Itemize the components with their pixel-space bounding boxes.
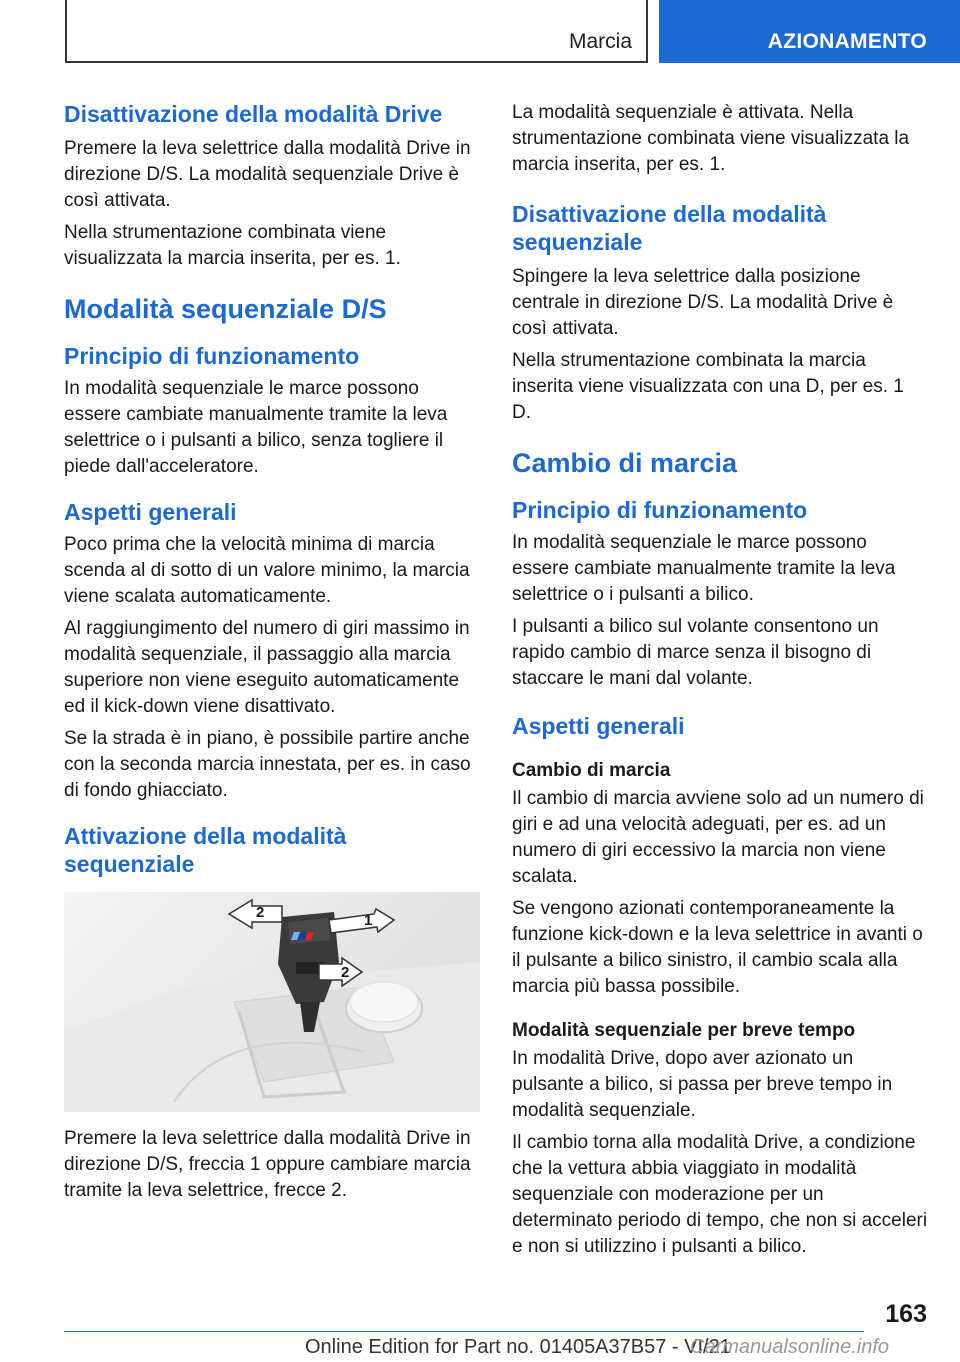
chapter-tab <box>659 0 960 63</box>
arrow-label-1: 1 <box>364 912 373 929</box>
paragraph: Nella strumentazione combinata viene visualizzata la marcia inserita, per es. 1. <box>64 222 401 269</box>
left-column <box>64 100 480 1204</box>
right-column <box>512 100 928 1260</box>
paragraph: Nella strumentazione combinata la marcia inserita viene visualizzata con una D, per es. 1 D. <box>512 350 904 423</box>
subheading-sequenziale-breve: Modalità sequenziale per breve tempo <box>512 1020 856 1041</box>
gear-lever-drawing <box>64 892 480 1112</box>
paragraph: Il cambio di marcia avviene solo ad un numero di giri e ad una velocità adeguati, per es. ad un numero di giri eccessivo la marcia non viene scalata. <box>512 788 924 887</box>
heading-attivazione: Attivazione della modalità sequenziale <box>64 823 347 877</box>
heading-disattivazione-sequenziale: Disattivazione della modalità sequenziale <box>512 201 827 255</box>
paragraph: Se vengono azionati contemporaneamente la funzione kick-down e la leva selettrice in avanti o il pulsante a bilico sinistro, il cambio scala alla marcia più bassa possibile. <box>512 898 923 997</box>
paragraph: I pulsanti a bilico sul volante consentono un rapido cambio di marce senza il bisogno di staccare le mani dal volante. <box>512 616 879 689</box>
heading-cambio-marcia: Cambio di marcia <box>512 448 738 478</box>
subheading-cambio-marcia: Cambio di marcia <box>512 760 671 781</box>
watermark: Carmanualsonline.info <box>690 1336 890 1358</box>
paragraph: Premere la leva selettrice dalla modalità Drive in direzione D/S. La modalità sequenziale Drive è così attivata. <box>64 138 471 211</box>
arrow-label-2-top: 2 <box>256 904 265 921</box>
paragraph: Se la strada è in piano, è possibile partire anche con la seconda marcia innestata, per es. in caso di fondo ghiacciato. <box>64 728 471 801</box>
heading-modalita-sequenziale: Modalità sequenziale D/S <box>64 294 387 324</box>
section-tab <box>65 0 648 63</box>
paragraph: In modalità sequenziale le marce possono essere cambiate manualmente tramite la leva selettrice o i pulsanti a bilico, senza togliere il piede dall'acceleratore. <box>64 378 448 477</box>
section-title: Marcia <box>568 30 632 53</box>
paragraph: In modalità sequenziale le marce possono essere cambiate manualmente tramite la leva selettrice o i pulsanti a bilico. <box>512 532 896 605</box>
paragraph: Il cambio torna alla modalità Drive, a condizione che la vettura abbia viaggiato in modalità sequenziale con moderazione per un determinato periodo di tempo, che non si acceleri e non si utilizzino i pulsanti a bilico. <box>512 1132 928 1257</box>
paragraph: Spingere la leva selettrice dalla posizione centrale in direzione D/S. La modalità Drive è così attivata. <box>512 266 894 339</box>
figure-caption: Premere la leva selettrice dalla modalità Drive in direzione D/S, freccia 1 oppure cambiare marcia tramite la leva selettrice, frecce 2. <box>64 1128 471 1201</box>
heading-disattivazione-drive: Disattivazione della modalità Drive <box>64 101 443 127</box>
heading-principio: Principio di funzionamento <box>512 497 808 523</box>
footer-divider <box>64 1331 864 1332</box>
paragraph: Poco prima che la velocità minima di marcia scenda al di sotto di un valore minimo, la marcia viene scalata automaticamente. <box>64 534 470 607</box>
chapter-title: AZIONAMENTO <box>767 30 927 53</box>
page-header <box>0 0 960 66</box>
heading-aspetti: Aspetti generali <box>512 713 685 739</box>
paragraph: La modalità sequenziale è attivata. Nella strumentazione combinata viene visualizzata la marcia inserita, per es. 1. <box>512 102 910 175</box>
page-number: 163 <box>885 1300 927 1328</box>
paragraph: Al raggiungimento del numero di giri massimo in modalità sequenziale, il passaggio alla marcia superiore non viene eseguito automaticamente ed il kick-down viene disattivato. <box>64 618 470 717</box>
heading-aspetti: Aspetti generali <box>64 499 237 525</box>
gear-selector-illustration <box>64 892 480 1112</box>
paragraph: In modalità Drive, dopo aver azionato un pulsante a bilico, si passa per breve tempo in modalità sequenziale. <box>512 1048 893 1121</box>
heading-principio: Principio di funzionamento <box>64 343 360 369</box>
arrow-label-2-bottom: 2 <box>341 964 350 981</box>
edition-note: Online Edition for Part no. 01405A37B57 - VI/21 <box>305 1336 731 1358</box>
